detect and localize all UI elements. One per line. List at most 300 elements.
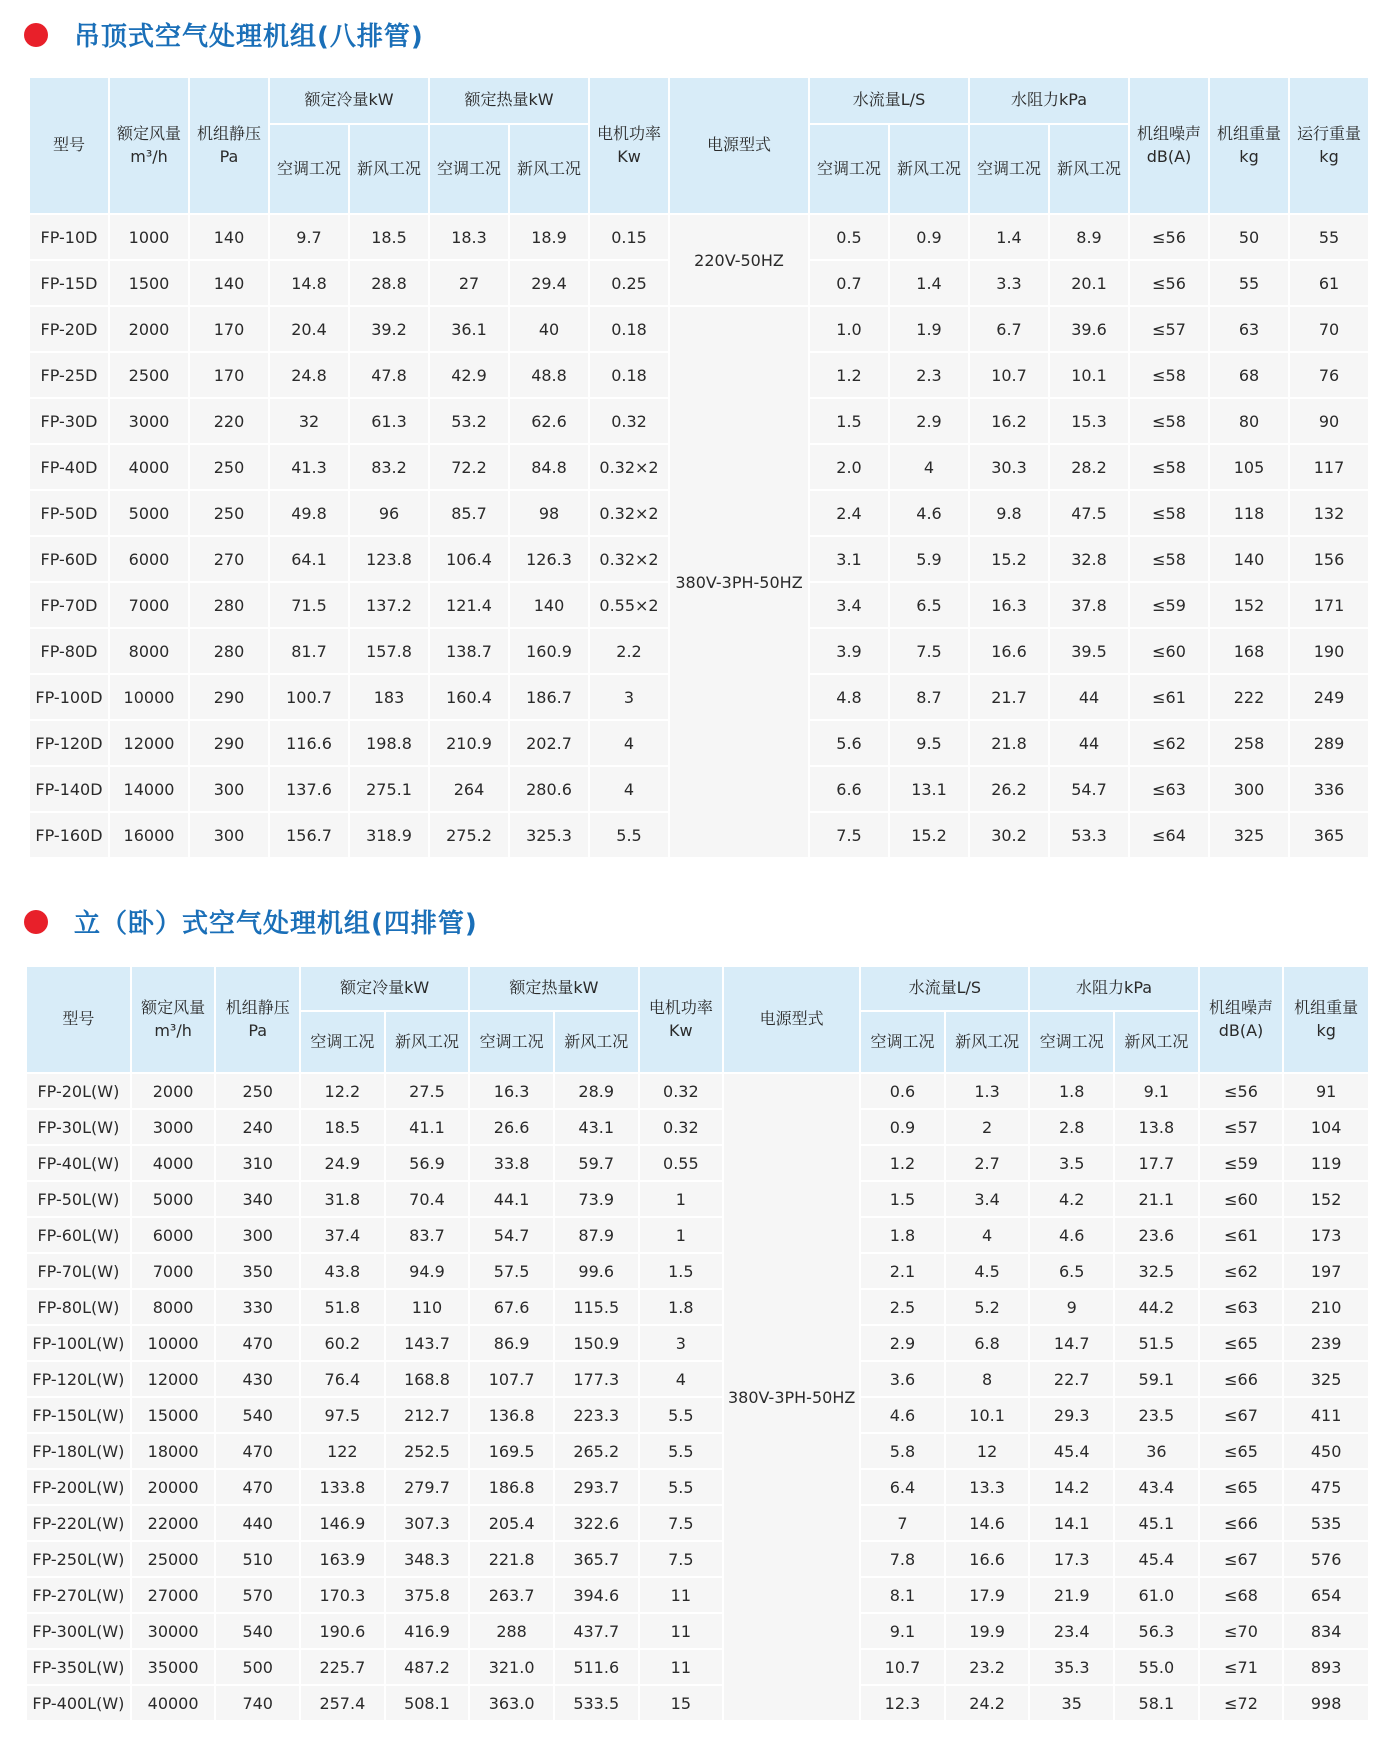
header-cooling-ac: 空调工况 — [270, 125, 348, 213]
section1-title — [0, 16, 424, 53]
cell-flow-ac: 3.1 — [810, 537, 888, 581]
cell-flow-ac: 8.1 — [861, 1578, 944, 1612]
cell-unit-weight: 105 — [1210, 445, 1288, 489]
cell-resistance-fresh: 23.5 — [1115, 1398, 1198, 1432]
cell-model: FP-70L(W) — [27, 1254, 130, 1288]
cell-static-pressure: 740 — [216, 1686, 299, 1720]
cell-airflow: 8000 — [132, 1290, 215, 1324]
cell-flow-fresh: 4.5 — [946, 1254, 1029, 1288]
cell-unit-weight: 152 — [1210, 583, 1288, 627]
cell-model: FP-80D — [30, 629, 108, 673]
cell-motor-power: 2.2 — [590, 629, 668, 673]
cell-cooling-ac: 81.7 — [270, 629, 348, 673]
cell-motor-power: 1 — [640, 1182, 723, 1216]
cell-static-pressure: 310 — [216, 1146, 299, 1180]
cell-airflow: 1000 — [110, 215, 188, 259]
cell-flow-fresh: 4.6 — [890, 491, 968, 535]
cell-resistance-ac: 35.3 — [1030, 1650, 1113, 1684]
cell-flow-ac: 9.1 — [861, 1614, 944, 1648]
cell-airflow: 22000 — [132, 1506, 215, 1540]
cell-unit-weight: 104 — [1284, 1110, 1368, 1144]
cell-static-pressure: 340 — [216, 1182, 299, 1216]
cell-cooling-fresh: 212.7 — [386, 1398, 469, 1432]
cell-heating-ac: 136.8 — [470, 1398, 553, 1432]
cell-operating-weight: 76 — [1290, 353, 1368, 397]
cell-heating-fresh: 29.4 — [510, 261, 588, 305]
cell-flow-ac: 2.9 — [861, 1326, 944, 1360]
header-noise: 机组噪声 dB(A) — [1200, 967, 1283, 1072]
header-noise: 机组噪声 dB(A) — [1130, 78, 1208, 213]
header-heating: 额定热量kW — [430, 78, 588, 123]
cell-unit-weight: 576 — [1284, 1542, 1368, 1576]
cell-resistance-ac: 4.6 — [1030, 1218, 1113, 1252]
cell-resistance-ac: 35 — [1030, 1686, 1113, 1720]
cell-airflow: 30000 — [132, 1614, 215, 1648]
cell-cooling-fresh: 28.8 — [350, 261, 428, 305]
cell-noise: ≤58 — [1130, 537, 1208, 581]
cell-power-type: 380V-3PH-50HZ — [724, 1074, 859, 1720]
cell-resistance-ac: 21.8 — [970, 721, 1048, 765]
cell-heating-ac: 72.2 — [430, 445, 508, 489]
cell-flow-ac: 1.2 — [810, 353, 888, 397]
cell-noise: ≤56 — [1130, 215, 1208, 259]
cell-cooling-fresh: 18.5 — [350, 215, 428, 259]
cell-resistance-ac: 21.9 — [1030, 1578, 1113, 1612]
header-water-flow: 水流量L/S — [810, 78, 968, 123]
cell-resistance-fresh: 20.1 — [1050, 261, 1128, 305]
header-unit-weight: 机组重量 kg — [1284, 967, 1368, 1072]
cell-flow-ac: 3.4 — [810, 583, 888, 627]
cell-motor-power: 3 — [640, 1326, 723, 1360]
cell-unit-weight: 535 — [1284, 1506, 1368, 1540]
cell-unit-weight: 450 — [1284, 1434, 1368, 1468]
table-row — [27, 1218, 1368, 1252]
cell-flow-fresh: 17.9 — [946, 1578, 1029, 1612]
cell-heating-fresh: 437.7 — [555, 1614, 638, 1648]
cell-airflow: 12000 — [110, 721, 188, 765]
cell-resistance-ac: 16.6 — [970, 629, 1048, 673]
cell-model: FP-400L(W) — [27, 1686, 130, 1720]
cell-noise: ≤58 — [1130, 491, 1208, 535]
cell-resistance-ac: 23.4 — [1030, 1614, 1113, 1648]
cell-flow-fresh: 1.3 — [946, 1074, 1029, 1108]
cell-heating-ac: 321.0 — [470, 1650, 553, 1684]
cell-airflow: 14000 — [110, 767, 188, 811]
cell-heating-fresh: 126.3 — [510, 537, 588, 581]
cell-flow-ac: 5.6 — [810, 721, 888, 765]
cell-resistance-fresh: 15.3 — [1050, 399, 1128, 443]
cell-static-pressure: 540 — [216, 1398, 299, 1432]
cell-static-pressure: 290 — [190, 721, 268, 765]
cell-motor-power: 5.5 — [640, 1398, 723, 1432]
cell-flow-fresh: 3.4 — [946, 1182, 1029, 1216]
cell-static-pressure: 240 — [216, 1110, 299, 1144]
cell-unit-weight: 50 — [1210, 215, 1288, 259]
table-row — [27, 1290, 1368, 1324]
cell-airflow: 2000 — [110, 307, 188, 351]
cell-heating-ac: 138.7 — [430, 629, 508, 673]
cell-resistance-fresh: 28.2 — [1050, 445, 1128, 489]
cell-heating-fresh: 87.9 — [555, 1218, 638, 1252]
cell-resistance-fresh: 36 — [1115, 1434, 1198, 1468]
cell-airflow: 25000 — [132, 1542, 215, 1576]
cell-flow-fresh: 13.1 — [890, 767, 968, 811]
cell-flow-fresh: 14.6 — [946, 1506, 1029, 1540]
cell-resistance-fresh: 53.3 — [1050, 813, 1128, 857]
cell-model: FP-50L(W) — [27, 1182, 130, 1216]
cell-noise: ≤67 — [1200, 1542, 1283, 1576]
cell-motor-power: 4 — [590, 721, 668, 765]
cell-cooling-ac: 137.6 — [270, 767, 348, 811]
cell-flow-fresh: 6.8 — [946, 1326, 1029, 1360]
header-water-flow: 水流量L/S — [861, 967, 1028, 1010]
cell-heating-ac: 26.6 — [470, 1110, 553, 1144]
cell-unit-weight: 68 — [1210, 353, 1288, 397]
cell-heating-fresh: 365.7 — [555, 1542, 638, 1576]
cell-flow-ac: 1.5 — [810, 399, 888, 443]
cell-unit-weight: 168 — [1210, 629, 1288, 673]
cell-unit-weight: 239 — [1284, 1326, 1368, 1360]
table-row — [27, 1506, 1368, 1540]
cell-noise: ≤63 — [1200, 1290, 1283, 1324]
cell-flow-ac: 10.7 — [861, 1650, 944, 1684]
cell-heating-ac: 169.5 — [470, 1434, 553, 1468]
cell-airflow: 4000 — [110, 445, 188, 489]
cell-cooling-fresh: 198.8 — [350, 721, 428, 765]
table-row — [27, 1542, 1368, 1576]
cell-motor-power: 0.25 — [590, 261, 668, 305]
cell-motor-power: 5.5 — [590, 813, 668, 857]
cell-heating-ac: 363.0 — [470, 1686, 553, 1720]
cell-heating-fresh: 177.3 — [555, 1362, 638, 1396]
cell-resistance-fresh: 43.4 — [1115, 1470, 1198, 1504]
cell-airflow: 40000 — [132, 1686, 215, 1720]
cell-resistance-ac: 30.2 — [970, 813, 1048, 857]
table-row — [27, 1074, 1368, 1108]
header-flow-ac: 空调工况 — [810, 125, 888, 213]
cell-heating-fresh: 28.9 — [555, 1074, 638, 1108]
cell-motor-power: 0.18 — [590, 307, 668, 351]
cell-cooling-fresh: 143.7 — [386, 1326, 469, 1360]
cell-cooling-fresh: 110 — [386, 1290, 469, 1324]
table-row — [27, 1686, 1368, 1720]
cell-flow-fresh: 23.2 — [946, 1650, 1029, 1684]
cell-flow-fresh: 2.3 — [890, 353, 968, 397]
cell-cooling-ac: 24.9 — [301, 1146, 384, 1180]
table-vertical-ahu — [25, 965, 1370, 1722]
cell-noise: ≤58 — [1130, 353, 1208, 397]
cell-unit-weight: 118 — [1210, 491, 1288, 535]
cell-cooling-fresh: 56.9 — [386, 1146, 469, 1180]
cell-resistance-fresh: 55.0 — [1115, 1650, 1198, 1684]
cell-heating-fresh: 265.2 — [555, 1434, 638, 1468]
cell-motor-power: 11 — [640, 1650, 723, 1684]
cell-resistance-ac: 10.7 — [970, 353, 1048, 397]
cell-flow-ac: 2.0 — [810, 445, 888, 489]
cell-operating-weight: 249 — [1290, 675, 1368, 719]
header-model: 型号 — [27, 967, 130, 1072]
cell-resistance-fresh: 54.7 — [1050, 767, 1128, 811]
cell-heating-ac: 221.8 — [470, 1542, 553, 1576]
cell-cooling-ac: 32 — [270, 399, 348, 443]
section2-title-text: 立（卧）式空气处理机组(四排管) — [74, 909, 478, 939]
cell-static-pressure: 140 — [190, 261, 268, 305]
header-airflow: 额定风量 m³/h — [110, 78, 188, 213]
cell-motor-power: 1.5 — [640, 1254, 723, 1288]
cell-cooling-ac: 37.4 — [301, 1218, 384, 1252]
cell-flow-fresh: 8.7 — [890, 675, 968, 719]
cell-airflow: 8000 — [110, 629, 188, 673]
header-heating-fresh: 新风工况 — [555, 1012, 638, 1072]
section1-title-text: 吊顶式空气处理机组(八排管) — [74, 22, 424, 52]
cell-airflow: 10000 — [110, 675, 188, 719]
header-cooling: 额定冷量kW — [301, 967, 468, 1010]
cell-static-pressure: 470 — [216, 1434, 299, 1468]
cell-heating-ac: 264 — [430, 767, 508, 811]
cell-motor-power: 0.32 — [590, 399, 668, 443]
cell-flow-ac: 0.7 — [810, 261, 888, 305]
cell-airflow: 6000 — [132, 1218, 215, 1252]
cell-model: FP-10D — [30, 215, 108, 259]
cell-cooling-ac: 225.7 — [301, 1650, 384, 1684]
cell-heating-ac: 275.2 — [430, 813, 508, 857]
cell-heating-ac: 205.4 — [470, 1506, 553, 1540]
cell-motor-power: 1 — [640, 1218, 723, 1252]
cell-resistance-fresh: 17.7 — [1115, 1146, 1198, 1180]
cell-flow-fresh: 7.5 — [890, 629, 968, 673]
header-resistance-fresh: 新风工况 — [1115, 1012, 1198, 1072]
cell-flow-fresh: 2.7 — [946, 1146, 1029, 1180]
section2-title — [0, 903, 478, 940]
header-power-type: 电源型式 — [724, 967, 859, 1072]
cell-cooling-ac: 64.1 — [270, 537, 348, 581]
cell-unit-weight: 80 — [1210, 399, 1288, 443]
cell-cooling-ac: 257.4 — [301, 1686, 384, 1720]
cell-resistance-fresh: 59.1 — [1115, 1362, 1198, 1396]
cell-static-pressure: 470 — [216, 1470, 299, 1504]
cell-cooling-fresh: 318.9 — [350, 813, 428, 857]
cell-resistance-ac: 6.7 — [970, 307, 1048, 351]
cell-heating-ac: 288 — [470, 1614, 553, 1648]
cell-heating-ac: 57.5 — [470, 1254, 553, 1288]
cell-heating-fresh: 160.9 — [510, 629, 588, 673]
cell-unit-weight: 893 — [1284, 1650, 1368, 1684]
cell-resistance-ac: 9 — [1030, 1290, 1113, 1324]
header-cooling-ac: 空调工况 — [301, 1012, 384, 1072]
cell-static-pressure: 330 — [216, 1290, 299, 1324]
cell-cooling-ac: 146.9 — [301, 1506, 384, 1540]
cell-resistance-fresh: 45.1 — [1115, 1506, 1198, 1540]
cell-noise: ≤57 — [1130, 307, 1208, 351]
cell-resistance-fresh: 51.5 — [1115, 1326, 1198, 1360]
cell-cooling-fresh: 375.8 — [386, 1578, 469, 1612]
cell-heating-ac: 42.9 — [430, 353, 508, 397]
cell-resistance-ac: 45.4 — [1030, 1434, 1113, 1468]
cell-cooling-fresh: 83.2 — [350, 445, 428, 489]
header-cooling: 额定冷量kW — [270, 78, 428, 123]
cell-unit-weight: 222 — [1210, 675, 1288, 719]
cell-flow-ac: 0.5 — [810, 215, 888, 259]
cell-model: FP-160D — [30, 813, 108, 857]
cell-cooling-fresh: 94.9 — [386, 1254, 469, 1288]
cell-resistance-fresh: 21.1 — [1115, 1182, 1198, 1216]
cell-airflow: 5000 — [110, 491, 188, 535]
cell-operating-weight: 70 — [1290, 307, 1368, 351]
cell-unit-weight: 325 — [1284, 1362, 1368, 1396]
cell-flow-fresh: 1.4 — [890, 261, 968, 305]
cell-cooling-fresh: 70.4 — [386, 1182, 469, 1216]
cell-heating-fresh: 99.6 — [555, 1254, 638, 1288]
cell-cooling-fresh: 348.3 — [386, 1542, 469, 1576]
cell-noise: ≤60 — [1200, 1182, 1283, 1216]
cell-motor-power: 11 — [640, 1578, 723, 1612]
cell-noise: ≤56 — [1130, 261, 1208, 305]
cell-heating-fresh: 533.5 — [555, 1686, 638, 1720]
cell-resistance-fresh: 58.1 — [1115, 1686, 1198, 1720]
table-row — [27, 1254, 1368, 1288]
header-heating: 额定热量kW — [470, 967, 637, 1010]
cell-airflow: 12000 — [132, 1362, 215, 1396]
cell-airflow: 7000 — [132, 1254, 215, 1288]
cell-model: FP-120L(W) — [27, 1362, 130, 1396]
cell-motor-power: 0.55 — [640, 1146, 723, 1180]
cell-cooling-ac: 24.8 — [270, 353, 348, 397]
cell-flow-ac: 5.8 — [861, 1434, 944, 1468]
cell-heating-fresh: 140 — [510, 583, 588, 627]
cell-heating-fresh: 511.6 — [555, 1650, 638, 1684]
cell-heating-fresh: 325.3 — [510, 813, 588, 857]
cell-heating-ac: 33.8 — [470, 1146, 553, 1180]
cell-motor-power: 7.5 — [640, 1542, 723, 1576]
cell-resistance-ac: 29.3 — [1030, 1398, 1113, 1432]
cell-heating-fresh: 150.9 — [555, 1326, 638, 1360]
cell-flow-ac: 7.8 — [861, 1542, 944, 1576]
header-cooling-fresh: 新风工况 — [386, 1012, 469, 1072]
cell-noise: ≤57 — [1200, 1110, 1283, 1144]
cell-cooling-ac: 170.3 — [301, 1578, 384, 1612]
table-row — [27, 1326, 1368, 1360]
table-row — [30, 215, 1368, 259]
cell-noise: ≤61 — [1130, 675, 1208, 719]
cell-resistance-ac: 16.2 — [970, 399, 1048, 443]
cell-noise: ≤65 — [1200, 1470, 1283, 1504]
header-static-pressure: 机组静压 Pa — [190, 78, 268, 213]
header-unit-weight: 机组重量 kg — [1210, 78, 1288, 213]
cell-heating-fresh: 202.7 — [510, 721, 588, 765]
cell-model: FP-200L(W) — [27, 1470, 130, 1504]
cell-resistance-ac: 2.8 — [1030, 1110, 1113, 1144]
cell-motor-power: 0.15 — [590, 215, 668, 259]
cell-airflow: 27000 — [132, 1578, 215, 1612]
cell-motor-power: 0.32×2 — [590, 491, 668, 535]
cell-noise: ≤63 — [1130, 767, 1208, 811]
cell-resistance-fresh: 23.6 — [1115, 1218, 1198, 1252]
cell-motor-power: 0.32×2 — [590, 445, 668, 489]
cell-resistance-fresh: 32.5 — [1115, 1254, 1198, 1288]
cell-resistance-fresh: 8.9 — [1050, 215, 1128, 259]
cell-static-pressure: 250 — [190, 491, 268, 535]
table-row — [27, 1398, 1368, 1432]
cell-static-pressure: 170 — [190, 353, 268, 397]
cell-heating-fresh: 115.5 — [555, 1290, 638, 1324]
cell-static-pressure: 250 — [216, 1074, 299, 1108]
cell-noise: ≤67 — [1200, 1398, 1283, 1432]
cell-cooling-fresh: 123.8 — [350, 537, 428, 581]
cell-airflow: 16000 — [110, 813, 188, 857]
cell-unit-weight: 152 — [1284, 1182, 1368, 1216]
cell-model: FP-30D — [30, 399, 108, 443]
cell-cooling-ac: 163.9 — [301, 1542, 384, 1576]
cell-operating-weight: 117 — [1290, 445, 1368, 489]
cell-heating-fresh: 48.8 — [510, 353, 588, 397]
cell-cooling-ac: 60.2 — [301, 1326, 384, 1360]
cell-static-pressure: 270 — [190, 537, 268, 581]
cell-noise: ≤71 — [1200, 1650, 1283, 1684]
cell-cooling-ac: 9.7 — [270, 215, 348, 259]
cell-heating-ac: 36.1 — [430, 307, 508, 351]
cell-resistance-fresh: 37.8 — [1050, 583, 1128, 627]
cell-cooling-ac: 76.4 — [301, 1362, 384, 1396]
cell-heating-fresh: 73.9 — [555, 1182, 638, 1216]
cell-cooling-fresh: 96 — [350, 491, 428, 535]
cell-cooling-ac: 116.6 — [270, 721, 348, 765]
header-flow-fresh: 新风工况 — [890, 125, 968, 213]
cell-heating-ac: 86.9 — [470, 1326, 553, 1360]
cell-cooling-ac: 12.2 — [301, 1074, 384, 1108]
cell-cooling-fresh: 47.8 — [350, 353, 428, 397]
cell-static-pressure: 500 — [216, 1650, 299, 1684]
cell-flow-fresh: 10.1 — [946, 1398, 1029, 1432]
cell-static-pressure: 300 — [190, 813, 268, 857]
cell-cooling-fresh: 252.5 — [386, 1434, 469, 1468]
cell-model: FP-30L(W) — [27, 1110, 130, 1144]
cell-heating-ac: 160.4 — [430, 675, 508, 719]
cell-static-pressure: 430 — [216, 1362, 299, 1396]
cell-heating-ac: 27 — [430, 261, 508, 305]
cell-flow-ac: 7.5 — [810, 813, 888, 857]
cell-model: FP-150L(W) — [27, 1398, 130, 1432]
cell-cooling-fresh: 508.1 — [386, 1686, 469, 1720]
cell-static-pressure: 250 — [190, 445, 268, 489]
cell-static-pressure: 570 — [216, 1578, 299, 1612]
cell-unit-weight: 197 — [1284, 1254, 1368, 1288]
cell-motor-power: 4 — [590, 767, 668, 811]
cell-flow-fresh: 8 — [946, 1362, 1029, 1396]
cell-unit-weight: 140 — [1210, 537, 1288, 581]
cell-cooling-ac: 41.3 — [270, 445, 348, 489]
cell-airflow: 2000 — [132, 1074, 215, 1108]
cell-heating-ac: 210.9 — [430, 721, 508, 765]
cell-noise: ≤62 — [1200, 1254, 1283, 1288]
cell-cooling-ac: 43.8 — [301, 1254, 384, 1288]
cell-heating-fresh: 59.7 — [555, 1146, 638, 1180]
cell-cooling-ac: 97.5 — [301, 1398, 384, 1432]
cell-heating-fresh: 293.7 — [555, 1470, 638, 1504]
cell-flow-ac: 2.5 — [861, 1290, 944, 1324]
cell-unit-weight: 325 — [1210, 813, 1288, 857]
cell-cooling-fresh: 416.9 — [386, 1614, 469, 1648]
cell-flow-ac: 1.5 — [861, 1182, 944, 1216]
cell-resistance-ac: 4.2 — [1030, 1182, 1113, 1216]
cell-model: FP-80L(W) — [27, 1290, 130, 1324]
cell-unit-weight: 998 — [1284, 1686, 1368, 1720]
cell-flow-ac: 0.9 — [861, 1110, 944, 1144]
cell-model: FP-250L(W) — [27, 1542, 130, 1576]
cell-cooling-ac: 156.7 — [270, 813, 348, 857]
cell-noise: ≤59 — [1130, 583, 1208, 627]
table-row — [27, 1470, 1368, 1504]
cell-operating-weight: 365 — [1290, 813, 1368, 857]
